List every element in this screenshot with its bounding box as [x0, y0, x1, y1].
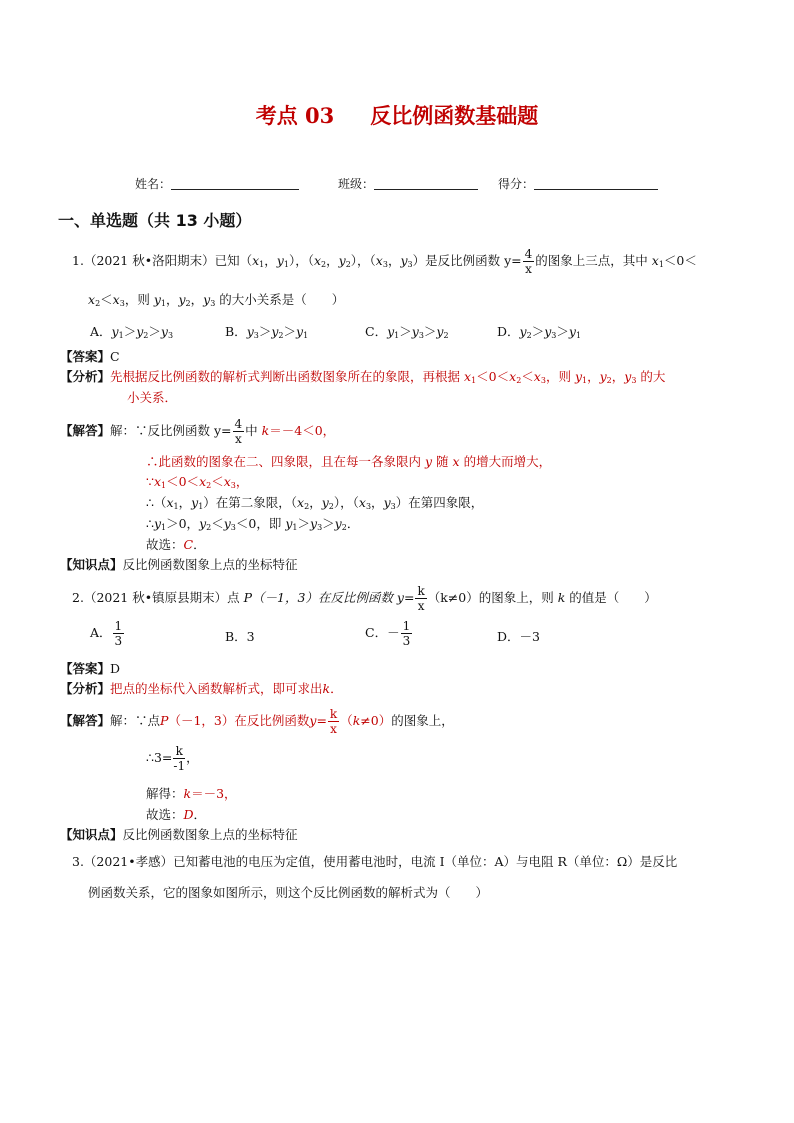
score-blank[interactable]: [534, 177, 658, 190]
title-prefix: 考点 03: [255, 103, 335, 128]
q1-option-b[interactable]: B．$y_3>y_2>y_1$: [225, 324, 309, 340]
q1-step-5: 故选：C．: [146, 537, 206, 552]
section-heading: 一、单选题（共 13 小题）: [58, 211, 252, 230]
name-label: 姓名：: [135, 177, 172, 191]
page-title: [0, 100, 794, 130]
q1-sol-fraction: $\frac{4}{x}$: [234, 417, 243, 446]
q2-step-2: 解得：k＝－3，: [146, 786, 237, 801]
q1-step-1: ∴此函数的图象在二、四象限，且在每一各象限内 y 随 x 的增大而增大，: [146, 454, 552, 469]
q2-step-1: ∴3= $\frac{k}{-1}$ ，: [146, 744, 199, 773]
q2-option-a[interactable]: A． $\frac{1}{3}$: [90, 619, 123, 648]
q3-stem-line1: 3.（2021•孝感）已知蓄电池的电压为定值，使用蓄电池时，电流 I（单位：A）与电阻 R（单位：Ω）是反比: [72, 854, 678, 869]
class-blank[interactable]: [374, 177, 478, 190]
q1-step-2: $\because x_1<0<x_2<x_3$，: [146, 474, 249, 490]
q1-knowledge: 【知识点】反比例函数图象上点的坐标特征: [60, 557, 298, 572]
class-label: 班级：: [338, 177, 375, 191]
score-field[interactable]: [498, 175, 658, 192]
q2-solution: 【解答】解：∵点P（－1，3）在反比例函数y= $\frac{k}{x}$ （k≠0）的图象上，: [60, 707, 454, 736]
q1-stem-line2: $x_2<x_3$，则 $y_1$，$y_2$，$y_3$ 的大小关系是（ ）: [88, 292, 345, 308]
q2-fraction: $\frac{k}{x}$: [417, 584, 425, 613]
q1-step-3: $\therefore(x_1$，$y_1$）在第二象限，（$x_2$，$y_2$），（$x_3$，$y_3$）在第四象限，: [146, 495, 484, 511]
score-label: 得分：: [498, 177, 535, 191]
title-main: 反比例函数基础题: [370, 103, 539, 128]
q1-option-a[interactable]: A．$y_1>y_2>y_3$: [90, 324, 174, 340]
q2-option-c[interactable]: C．－ $\frac{1}{3}$: [365, 619, 411, 648]
q1-analysis: 【分析】先根据反比例函数的解析式判断出函数图象所在的象限，再根据 $x_1<0<x_2<x_3$，则 $y_1$，$y_2$，$y_3$ 的大: [60, 369, 666, 385]
q2-answer: 【答案】D: [60, 661, 121, 676]
class-field[interactable]: [338, 175, 478, 192]
q1-stem-line1: 1.（2021 秋•洛阳期末）已知（$x_1$，$y_1$），（$x_2$，$y_2$），（$x_3$，$y_3$）是反比例函数 y= $\frac{4}{x}$ 的图象上三点，其中 $x_1<0<$: [72, 247, 697, 276]
name-blank[interactable]: [171, 177, 299, 190]
q1-answer: 【答案】C: [60, 349, 120, 364]
q1-option-c[interactable]: C．$y_1>y_3>y_2$: [365, 324, 449, 340]
q2-option-b[interactable]: B．3: [225, 629, 255, 644]
q2-analysis: 【分析】把点的坐标代入函数解析式，即可求出k．: [60, 681, 343, 696]
q1-fraction: $\frac{4}{x}$: [524, 247, 533, 276]
q2-knowledge: 【知识点】反比例函数图象上点的坐标特征: [60, 827, 298, 842]
q2-stem: 2.（2021 秋•镇原县期末）点 P（－1，3）在反比例函数 y= $\frac{k}{x}$ （k≠0）的图象上，则 k 的值是（ ）: [72, 584, 657, 613]
q1-step-4: $\therefore y_1>0$，$y_2<y_3<0$，即 $y_1>y_3>y_2$．: [146, 516, 360, 532]
q2-option-d[interactable]: D．－3: [497, 629, 540, 644]
q1-analysis-line2: 小关系．: [127, 390, 178, 405]
q2-step-3: 故选：D．: [146, 807, 207, 822]
name-field[interactable]: [135, 175, 299, 192]
q1-option-d[interactable]: D．$y_2>y_3>y_1$: [497, 324, 582, 340]
q3-stem-line2: 例函数关系，它的图象如图所示，则这个反比例函数的解析式为（ ）: [88, 885, 489, 900]
q1-solution: 【解答】解：∵反比例函数 y= $\frac{4}{x}$ 中 k＝－4＜0，: [60, 417, 336, 446]
